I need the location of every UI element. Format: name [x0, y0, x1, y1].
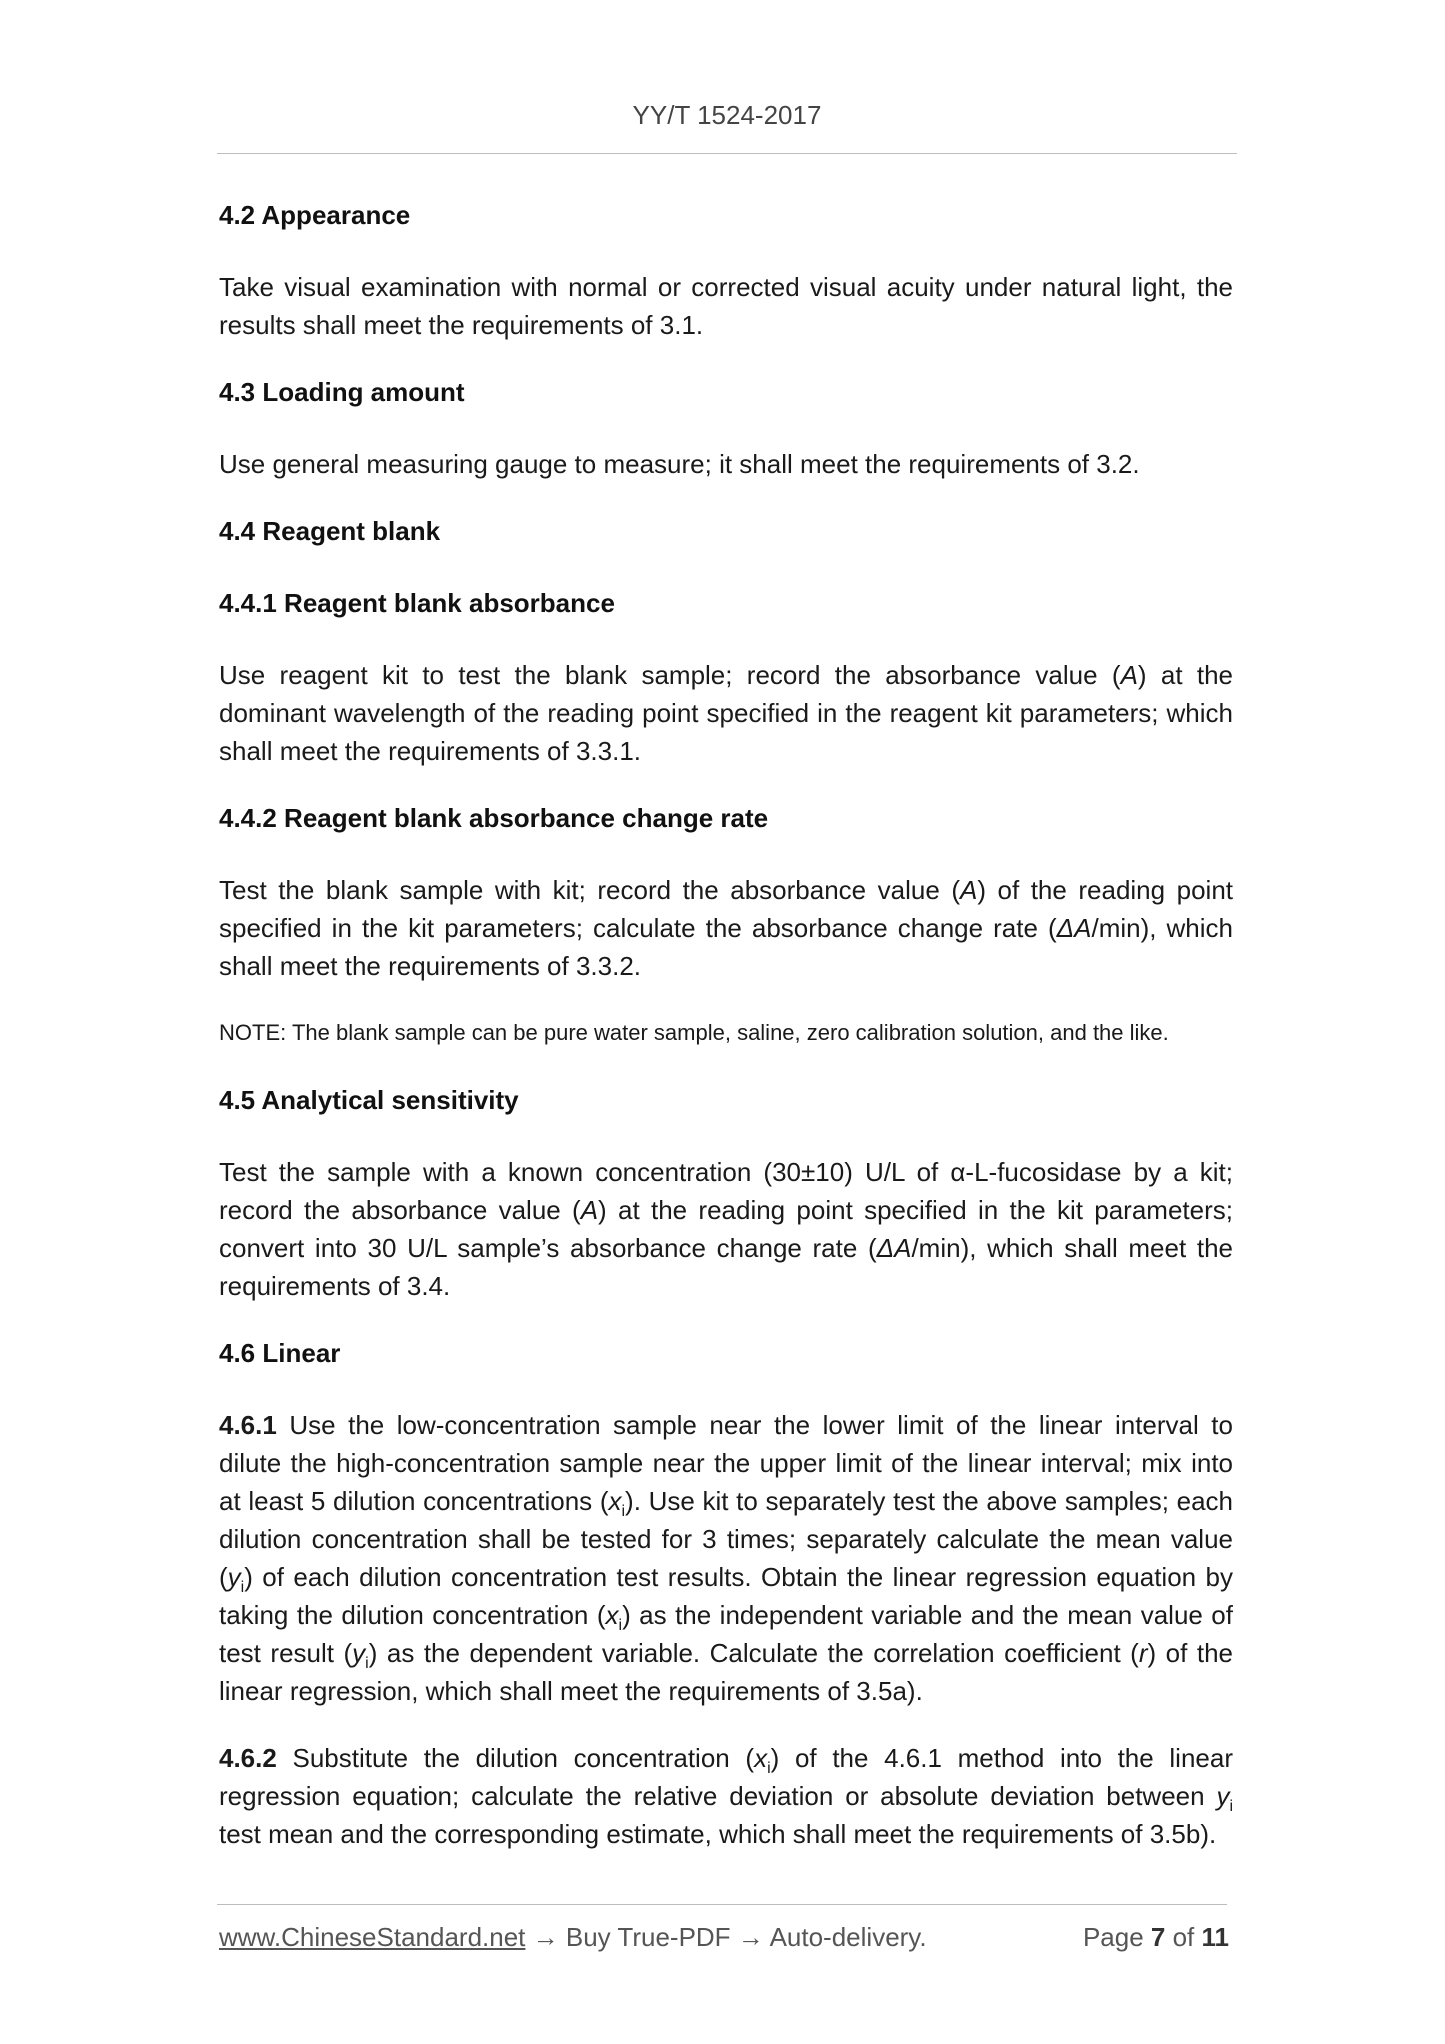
paragraph-4-2: Take visual examination with normal or corrected visual acuity under natural light, the results shall meet the requirements of 3.1.: [219, 272, 1233, 340]
paragraph-4-6-2: 4.6.2 Substitute the dilution concentration $(x_i)$ of the 4.6.1 method into the linear regression equation; calculate the relative deviation or absolute deviation between $y_i$ test mean and the corresponding estimate, which shall meet the requirements of 3.5b).: [219, 1743, 1233, 1849]
heading-4-6: 4.6 Linear: [219, 1338, 341, 1368]
var-A: A: [959, 875, 978, 905]
paragraph-4-3: Use general measuring gauge to measure; it shall meet the requirements of 3.2.: [219, 449, 1140, 479]
heading-4-4-2: 4.4.2 Reagent blank absorbance change rate: [219, 803, 769, 833]
paragraph-4-5: Test the sample with a known concentration (30±10) U/L of α-L-fucosidase by a kit; record the absorbance value (A) at the reading point specified in the kit parameters; convert into 30 U/L sample’s absorbance change rate (ΔA/min), which shall meet the requirements of 3.4.: [219, 1157, 1233, 1301]
footer-divider: [217, 1904, 1227, 1905]
page-footer: [219, 1922, 1229, 1953]
page-number: Page 7 of 11: [1082, 1922, 1229, 1952]
note-4-4-2: NOTE: The blank sample can be pure water sample, saline, zero calibration solution, and the like.: [219, 1020, 1169, 1045]
clause-number-4-6-2: 4.6.2: [219, 1743, 277, 1773]
page-header-doc-id: YY/T 1524-2017: [632, 100, 822, 130]
heading-4-2: 4.2 Appearance: [219, 200, 411, 230]
var-delta-A: ΔA: [876, 1233, 912, 1263]
document-body: [219, 196, 1233, 1882]
paragraph-4-4-2: Test the blank sample with kit; record the absorbance value (A) of the reading point specified in the kit parameters; calculate the absorbance change rate (ΔA/min), which shall meet the requirements of 3.3.2.: [219, 875, 1234, 981]
var-A: A: [580, 1195, 599, 1225]
footer-promo: www.ChineseStandard.net → Buy True-PDF → Auto-delivery.: [219, 1922, 927, 1952]
clause-number-4-6-1: 4.6.1: [219, 1410, 277, 1440]
paragraph-4-6-1: 4.6.1 Use the low-concentration sample near the lower limit of the linear interval to dilute the high-concentration sample near the upper limit of the linear interval; mix into at least 5 dilution concentrations $(x_i)$. Use kit to separately test the above samples; each dilution concentration shall be tested for 3 times; separately calculate the mean value $(y_i)$ of each dilution concentration test results. Obtain the linear regression equation by taking the dilution concentration $(x_i)$ as the independent variable and the mean value of test result $(y_i)$ as the dependent variable. Calculate the correlation coefficient (r) of the linear regression, which shall meet the requirements of 3.5a).: [219, 1410, 1234, 1706]
heading-4-4: 4.4 Reagent blank: [219, 516, 441, 546]
header-divider: [217, 153, 1237, 154]
heading-4-3: 4.3 Loading amount: [219, 377, 465, 407]
heading-4-4-1: 4.4.1 Reagent blank absorbance: [219, 588, 615, 618]
heading-4-5: 4.5 Analytical sensitivity: [219, 1085, 519, 1115]
chinesestandard-link[interactable]: www.ChineseStandard.net: [219, 1922, 526, 1952]
var-A: A: [1120, 660, 1138, 690]
paragraph-4-4-1: Use reagent kit to test the blank sample; record the absorbance value (A) at the dominant wavelength of the reading point specified in the reagent kit parameters; which shall meet the requirements of 3.3.1.: [219, 660, 1234, 766]
var-delta-A: ΔA: [1056, 913, 1092, 943]
